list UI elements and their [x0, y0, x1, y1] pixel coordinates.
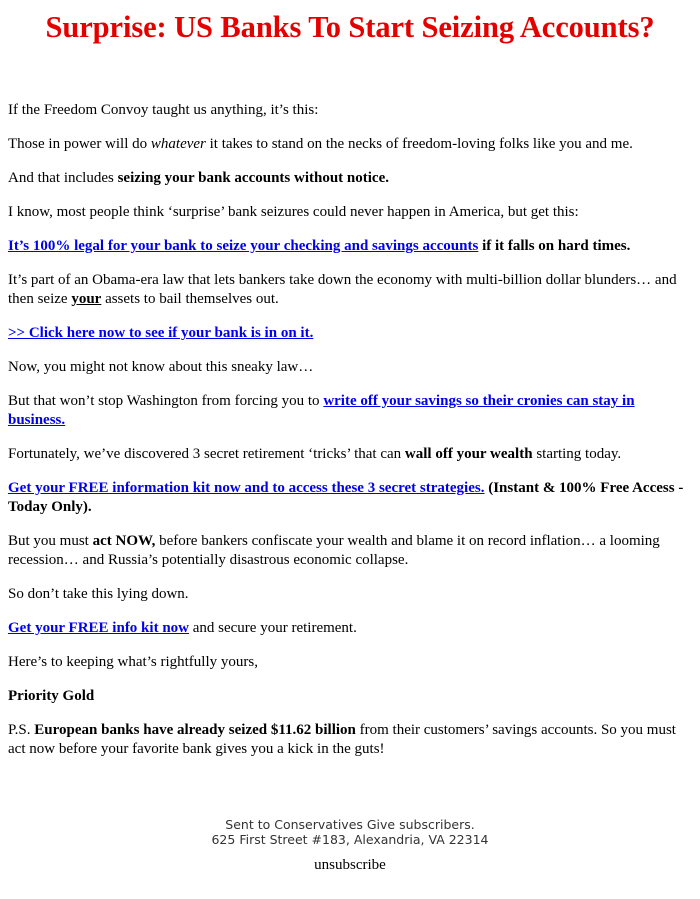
free-info-kit-link[interactable]: Get your FREE information kit now and to access these 3 secret strategies. [8, 480, 485, 496]
paragraph-lying-down: So don’t take this lying down. [8, 586, 189, 602]
paragraph-click-here [8, 324, 692, 343]
paragraph-legal: It’s 100% legal for your bank to seize your checking and savings accounts if it falls on hard times. [8, 238, 631, 254]
footer [0, 817, 700, 874]
paragraph-those-in-power: Those in power will do whatever it takes to stand on the necks of freedom-loving folks like you and me. [8, 136, 633, 152]
legal-seize-link[interactable]: It’s 100% legal for your bank to seize your checking and savings accounts [8, 238, 479, 254]
signature: Priority Gold [8, 688, 95, 704]
get-free-kit-link[interactable]: Get your FREE info kit now [8, 620, 189, 636]
paragraph-tricks: Fortunately, we’ve discovered 3 secret retirement ‘tricks’ that can wall off your wealth starting today. [8, 446, 622, 462]
paragraph-get-kit: Get your FREE info kit now and secure your retirement. [8, 620, 357, 636]
paragraph-washington: But that won’t stop Washington from forcing you to write off your savings so their cronies can stay in business. [8, 393, 635, 428]
footer-address: 625 First Street #183, Alexandria, VA 22314 [211, 832, 489, 847]
paragraph-ps: P.S. European banks have already seized $11.62 billion from their customers’ savings accounts. So you must act now before your favorite bank gives you a kick in the guts! [8, 722, 676, 757]
write-off-savings-link[interactable]: write off your savings so their cronies can stay in business. [8, 393, 635, 428]
paragraph-seizing: And that includes seizing your bank accounts without notice. [8, 170, 389, 186]
paragraph-info-kit: Get your FREE information kit now and to access these 3 secret strategies. (Instant & 100% Free Access - Today Only). [8, 480, 684, 515]
paragraph-closing: Here’s to keeping what’s rightfully yours, [8, 654, 258, 670]
paragraph-sneaky-law: Now, you might not know about this sneaky law… [8, 359, 314, 375]
unsubscribe-link[interactable]: unsubscribe [314, 857, 386, 873]
paragraph-obama-law: It’s part of an Obama-era law that lets bankers take down the economy with multi-billion dollar blunders… and then seize your assets to bail themselves out. [8, 272, 677, 307]
paragraph-i-know: I know, most people think ‘surprise’ bank seizures could never happen in America, but get this: [8, 204, 579, 220]
footer-sent-to: Sent to Conservatives Give subscribers. [225, 817, 475, 832]
headline: Surprise: US Banks To Start Seizing Accounts? [45, 10, 655, 44]
paragraph-intro: If the Freedom Convoy taught us anything, it’s this: [8, 102, 319, 118]
check-bank-link[interactable]: >> Click here now to see if your bank is in on it. [8, 325, 314, 341]
message-content [8, 101, 692, 759]
paragraph-act-now: But you must act NOW, before bankers confiscate your wealth and blame it on record inflation… a looming recession… and Russia’s potentially disastrous economic collapse. [8, 533, 660, 568]
